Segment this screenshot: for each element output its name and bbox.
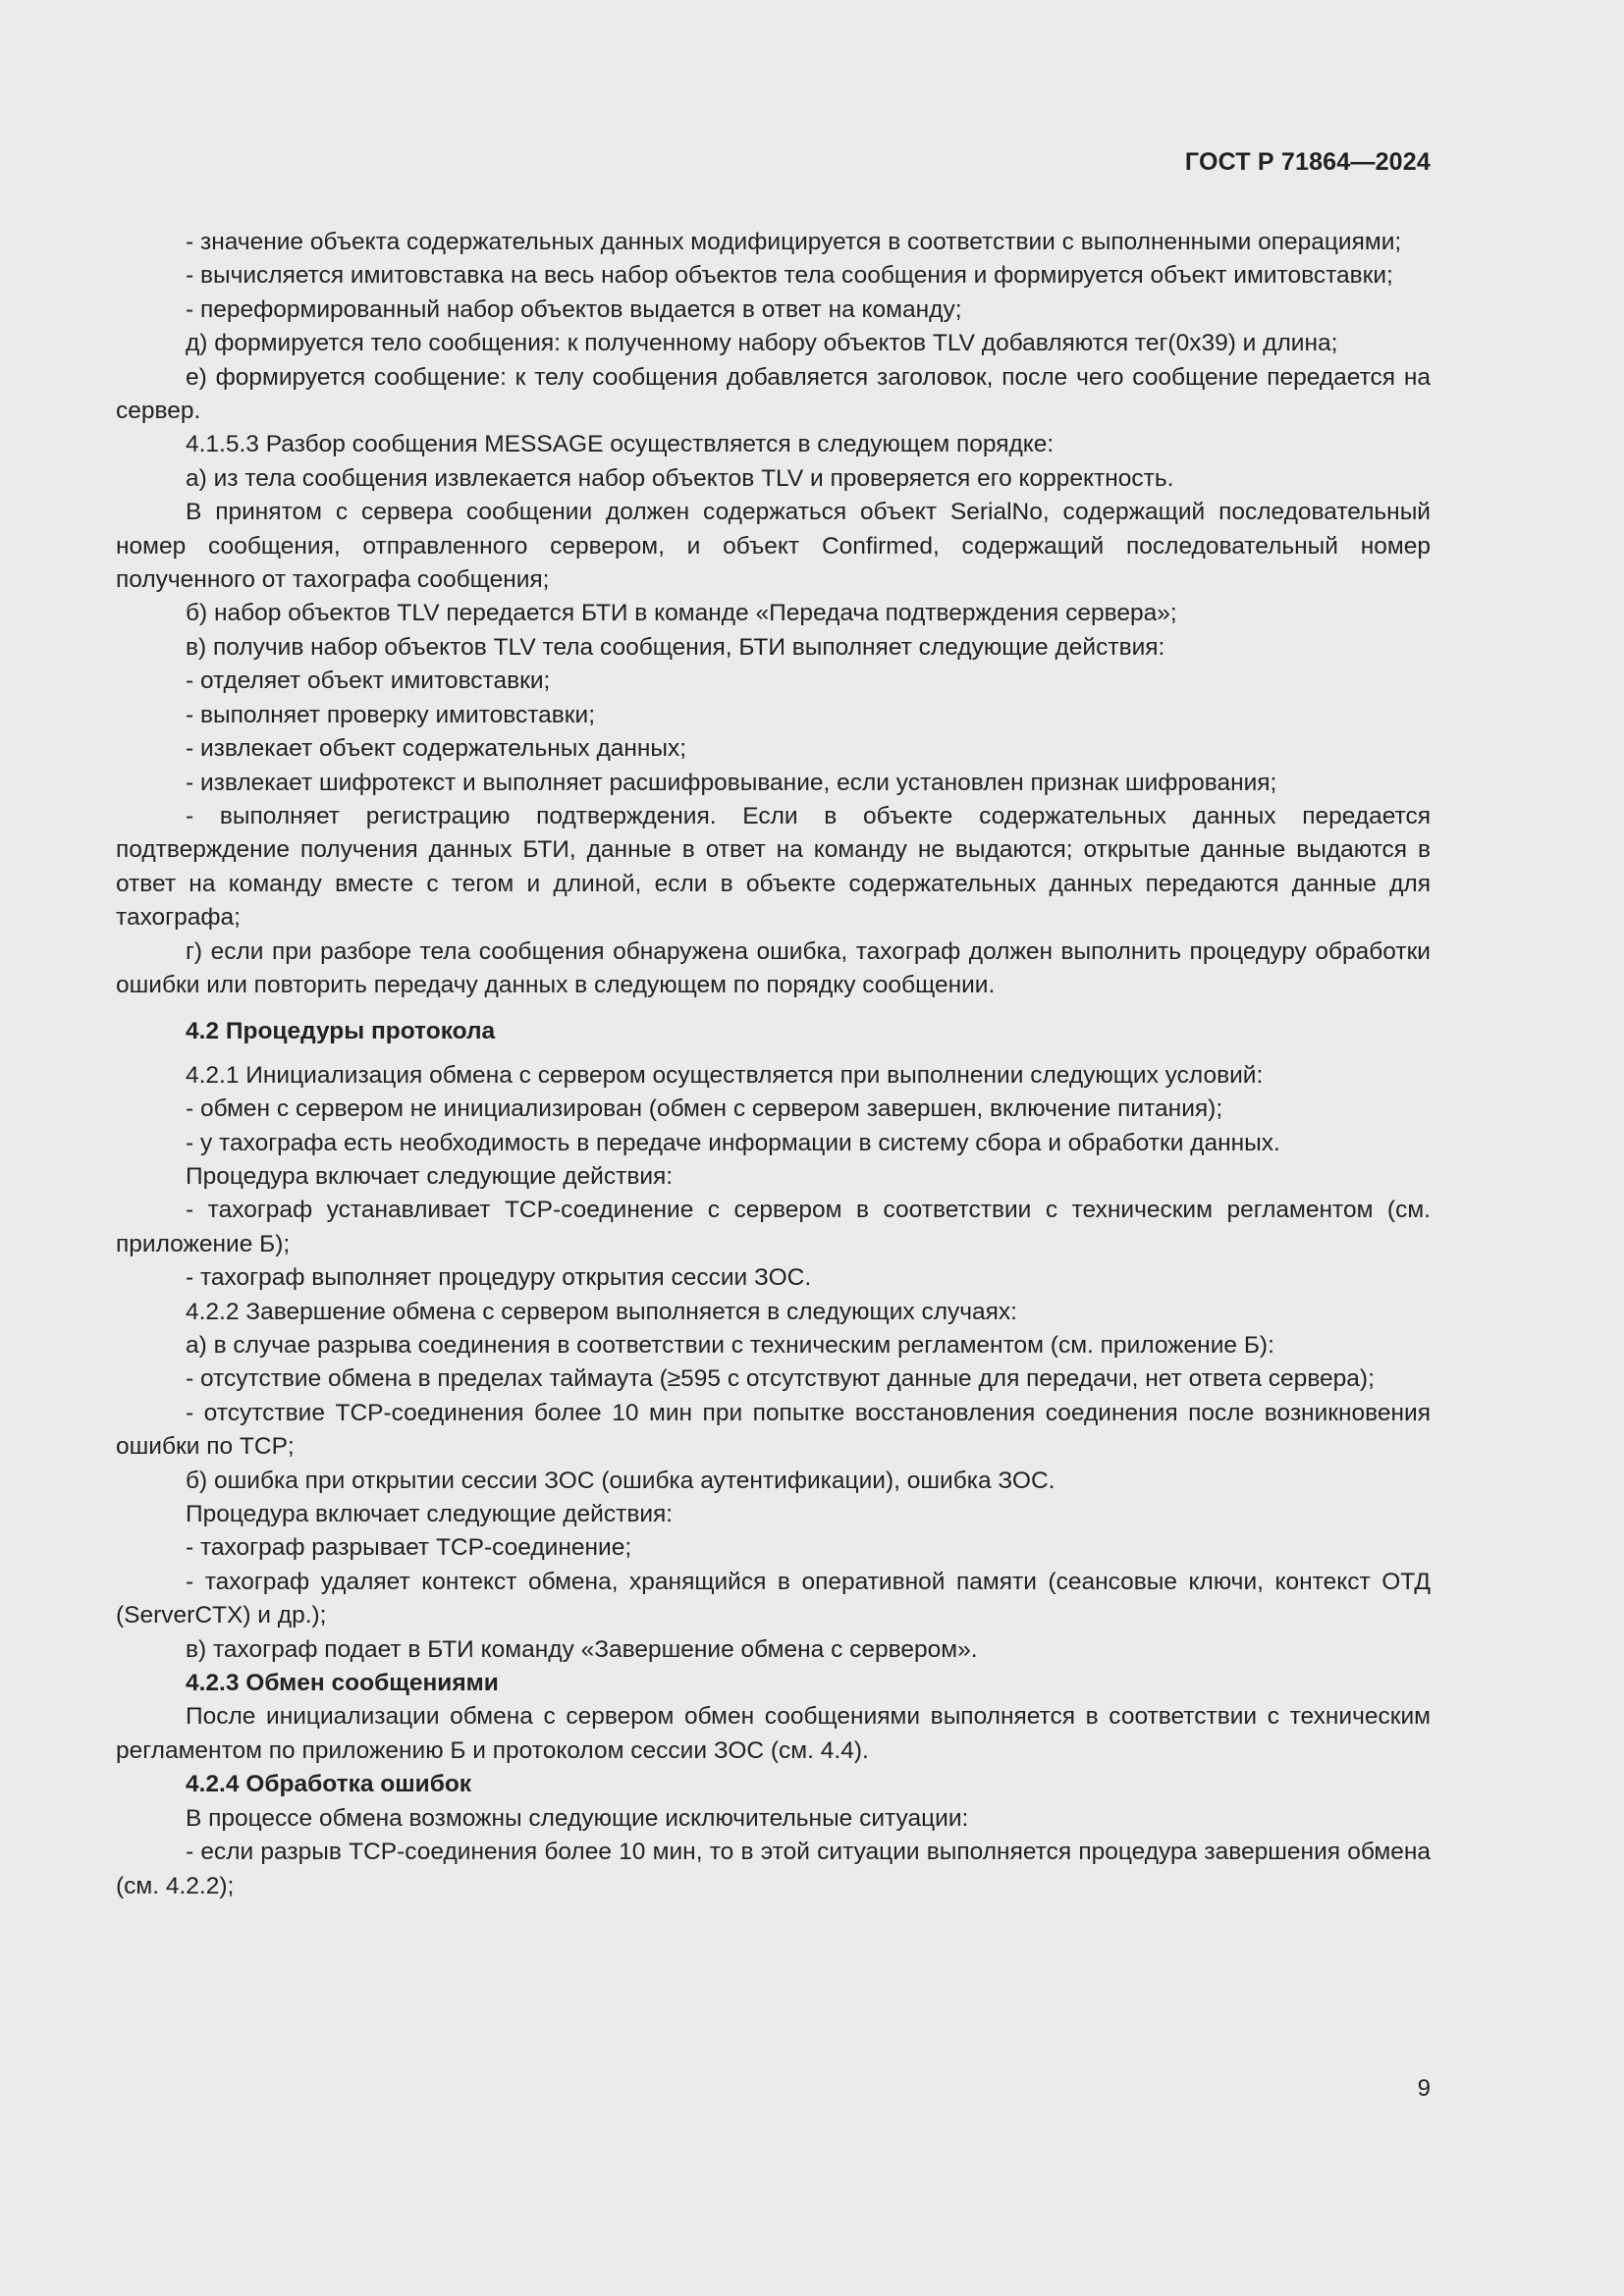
list-item: - переформированный набор объектов выдается в ответ на команду; <box>186 295 962 323</box>
clause-4-2-1: 4.2.1 Инициализация обмена с сервером осуществляется при выполнении следующих условий: <box>186 1061 1264 1089</box>
clause-4-2-2: 4.2.2 Завершение обмена с сервером выполняется в следующих случаях: <box>186 1298 1017 1325</box>
list-item: а) в случае разрыва соединения в соответствии с техническим регламентом (см. приложение Б): <box>186 1332 1274 1359</box>
list-item: - если разрыв TCP-соединения более 10 мин, то в этой ситуации выполняется процедура завершения обмена (см. 4.2.2); <box>116 1839 1431 1899</box>
list-item: - извлекает шифротекст и выполняет расшифровывание, если установлен признак шифрования; <box>186 769 1277 796</box>
section-heading-4-2: 4.2 Процедуры протокола <box>186 1018 496 1045</box>
list-item: - отсутствие TCP-соединения более 10 мин при попытке восстановления соединения после возникновения ошибки по TCP; <box>116 1399 1431 1461</box>
list-item: в) получив набор объектов TLV тела сообщения, БТИ выполняет следующие действия: <box>186 633 1165 661</box>
document-body <box>116 226 1431 1903</box>
list-item: - значение объекта содержательных данных модифицируется в соответствии с выполненными операциями; <box>186 229 1402 255</box>
list-item: - у тахографа есть необходимость в передаче информации в систему сбора и обработки данных. <box>186 1129 1280 1156</box>
list-item: - тахограф устанавливает TCP-соединение с сервером в соответствии с техническим регламентом (см. приложение Б); <box>116 1197 1431 1257</box>
list-item: - отделяет объект имитовставки; <box>186 667 551 695</box>
paragraph: После инициализации обмена с сервером обмен сообщениями выполняется в соответствии с техническим регламентом по приложению Б и протоколом сессии ЗОС (см. 4.4). <box>116 1703 1431 1764</box>
paragraph: Процедура включает следующие действия: <box>186 1162 674 1190</box>
list-item: - отсутствие обмена в пределах таймаута (≥595 с отсутствуют данные для передачи, нет ответа сервера); <box>186 1365 1375 1393</box>
list-item: г) если при разборе тела сообщения обнаружена ошибка, тахограф должен выполнить процедуру обработки ошибки или повторить передачу данных в следующем по порядку сообщении. <box>116 937 1431 998</box>
list-item: - выполняет регистрацию подтверждения. Если в объекте содержательных данных передается подтверждение получения данных БТИ, данные в ответ на команду не выдаются; открытые данные выдаются в ответ на команду вместе с тегом и длиной, если в объекте содержательных данных передаются данные для тахографа; <box>116 802 1431 932</box>
page-number: 9 <box>1417 2075 1431 2102</box>
paragraph: В принятом с сервера сообщении должен содержаться объект SerialNo, содержащий последовательный номер сообщения, отправленного сервером, и объект Confirmed, содержащий последовательный номер полученного от тахографа сообщения; <box>116 499 1431 594</box>
list-item: б) набор объектов TLV передается БТИ в команде «Передача подтверждения сервера»; <box>186 600 1177 627</box>
section-heading-4-2-3: 4.2.3 Обмен сообщениями <box>186 1670 499 1697</box>
list-item: - извлекает объект содержательных данных; <box>186 735 687 763</box>
list-item: - тахограф разрывает TCP-соединение; <box>186 1534 632 1562</box>
list-item: д) формируется тело сообщения: к полученному набору объектов TLV добавляются тег(0x39) и длина; <box>186 330 1338 357</box>
list-item: - выполняет проверку имитовставки; <box>186 701 596 728</box>
clause-4-1-5-3: 4.1.5.3 Разбор сообщения MESSAGE осуществляется в следующем порядке: <box>186 431 1055 458</box>
list-item: - тахограф выполняет процедуру открытия сессии ЗОС. <box>186 1264 812 1292</box>
list-item: б) ошибка при открытии сессии ЗОС (ошибка аутентификации), ошибка ЗОС. <box>186 1467 1056 1494</box>
section-heading-4-2-4: 4.2.4 Обработка ошибок <box>186 1771 472 1798</box>
list-item: е) формируется сообщение: к телу сообщения добавляется заголовок, после чего сообщение передается на сервер. <box>116 363 1431 425</box>
list-item: в) тахограф подает в БТИ команду «Завершение обмена с сервером». <box>186 1635 978 1663</box>
paragraph: Процедура включает следующие действия: <box>186 1501 674 1528</box>
list-item: - тахограф удаляет контекст обмена, хранящийся в оперативной памяти (сеансовые ключи, контекст ОТД (ServerCTX) и др.); <box>116 1568 1431 1629</box>
paragraph: В процессе обмена возможны следующие исключительные ситуации: <box>186 1804 969 1832</box>
list-item: а) из тела сообщения извлекается набор объектов TLV и проверяется его корректность. <box>186 464 1174 492</box>
list-item: - обмен с сервером не инициализирован (обмен с сервером завершен, включение питания); <box>186 1095 1223 1123</box>
document-id: ГОСТ Р 71864—2024 <box>1184 148 1431 176</box>
list-item: - вычисляется имитовставка на весь набор объектов тела сообщения и формируется объект имитовставки; <box>186 262 1393 290</box>
